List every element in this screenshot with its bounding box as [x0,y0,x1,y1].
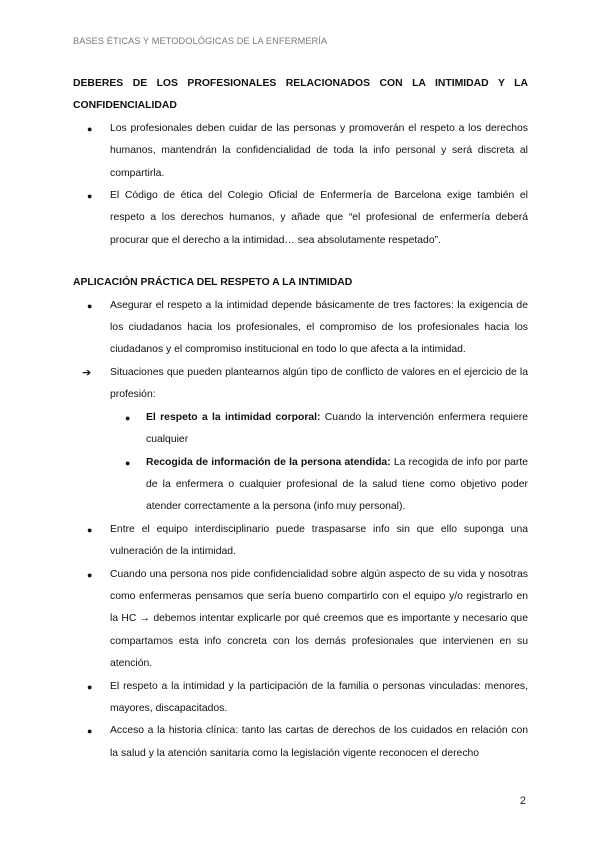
page-number: 2 [519,795,526,807]
list-item [73,519,528,564]
list-item-text: La recogida de info por parte de la enfermera o cualquier profesional de la salud tiene como objetivo poder atender correctamente a la persona (info muy personal). [146,456,529,513]
bullet-icon: ● [87,191,93,202]
list-item-text: Los profesionales deben cuidar de las personas y promoverán el respeto a los derechos humanos, mantendrán la confidencialidad de toda la info personal y será discreta al compartirla. [110,122,528,179]
list-item [73,118,528,185]
section-heading-aplicacion: APLICACIÓN PRÁCTICA DEL RESPETO A LA INTIMIDAD [73,277,353,289]
bullet-icon: ● [125,412,131,423]
list-item-text: Cuando la intervención enfermera requiere cualquier [146,411,528,446]
section-heading-deberes: DEBERES DE LOS PROFESIONALES RELACIONADOS CON LA INTIMIDAD Y LA CONFIDENCIALIDAD [73,78,528,112]
list-item [73,407,528,452]
list-item-label: Recogida de información de la persona atendida: [146,456,391,468]
list-item-text: El respeto a la intimidad y la participación de la familia o personas vinculadas: menores, mayores, discapacitados. [110,680,528,714]
list-item-text: Situaciones que pueden plantearnos algún tipo de conflicto de valores en el ejercicio de la profesión: [110,366,528,401]
bullet-icon: ● [125,457,131,468]
list-item-text: Acceso a la historia clínica: tanto las cartas de derechos de los cuidados en relación con la salud y la atención sanitaria como la legislación vigente reconocen el derecho [110,725,528,759]
bullet-icon: ● [87,569,93,580]
bullet-list-deberes [73,118,528,252]
list-item [73,452,528,519]
list-item [73,185,528,252]
bullet-icon: ● [87,726,93,737]
bullet-icon: ● [87,524,93,535]
list-item [73,720,528,765]
list-item-text: Cuando una persona nos pide confidencialidad sobre algún aspecto de su vida y nosotras como enfermeras pensamos que sería bueno compartirlo con el equipo y/o registrarlo en la HC → debemos intentar explicarle por qué creemos que es importante y necesario que compartamos esta info concreta con los demás profesionales que intervienen en su atención. [110,568,528,670]
bullet-list-aplicacion [73,295,528,766]
list-item [73,676,528,721]
arrow-right-icon: ➔ [82,366,92,379]
list-item-text: Asegurar el respeto a la intimidad depende básicamente de tres factores: la exigencia de los ciudadanos hacia los profesionales, el compromiso de los profesionales hacia los ciudadanos y el compromiso institucional en todo lo que afecta a la intimidad. [110,299,528,356]
bullet-icon: ● [87,123,93,134]
running-header: BASES ÉTICAS Y METODOLÓGICAS DE LA ENFERMERÍA [73,36,328,46]
bullet-icon: ● [87,681,93,692]
list-item-label: El respeto a la intimidad corporal: [146,411,321,423]
list-item [73,362,528,407]
list-item [73,295,528,362]
list-item-text: El Código de ética del Colegio Oficial de Enfermería de Barcelona exige también el respeto a los derechos humanos, y añade que “el profesional de enfermería deberá procurar que el derecho a la intimidad… sea absolutamente respetado”. [110,190,528,246]
list-item-text: Entre el equipo interdisciplinario puede traspasarse info sin que ello suponga una vulneración de la intimidad. [110,523,528,558]
bullet-icon: ● [87,300,93,311]
list-item [73,564,528,676]
page-body [73,73,528,765]
